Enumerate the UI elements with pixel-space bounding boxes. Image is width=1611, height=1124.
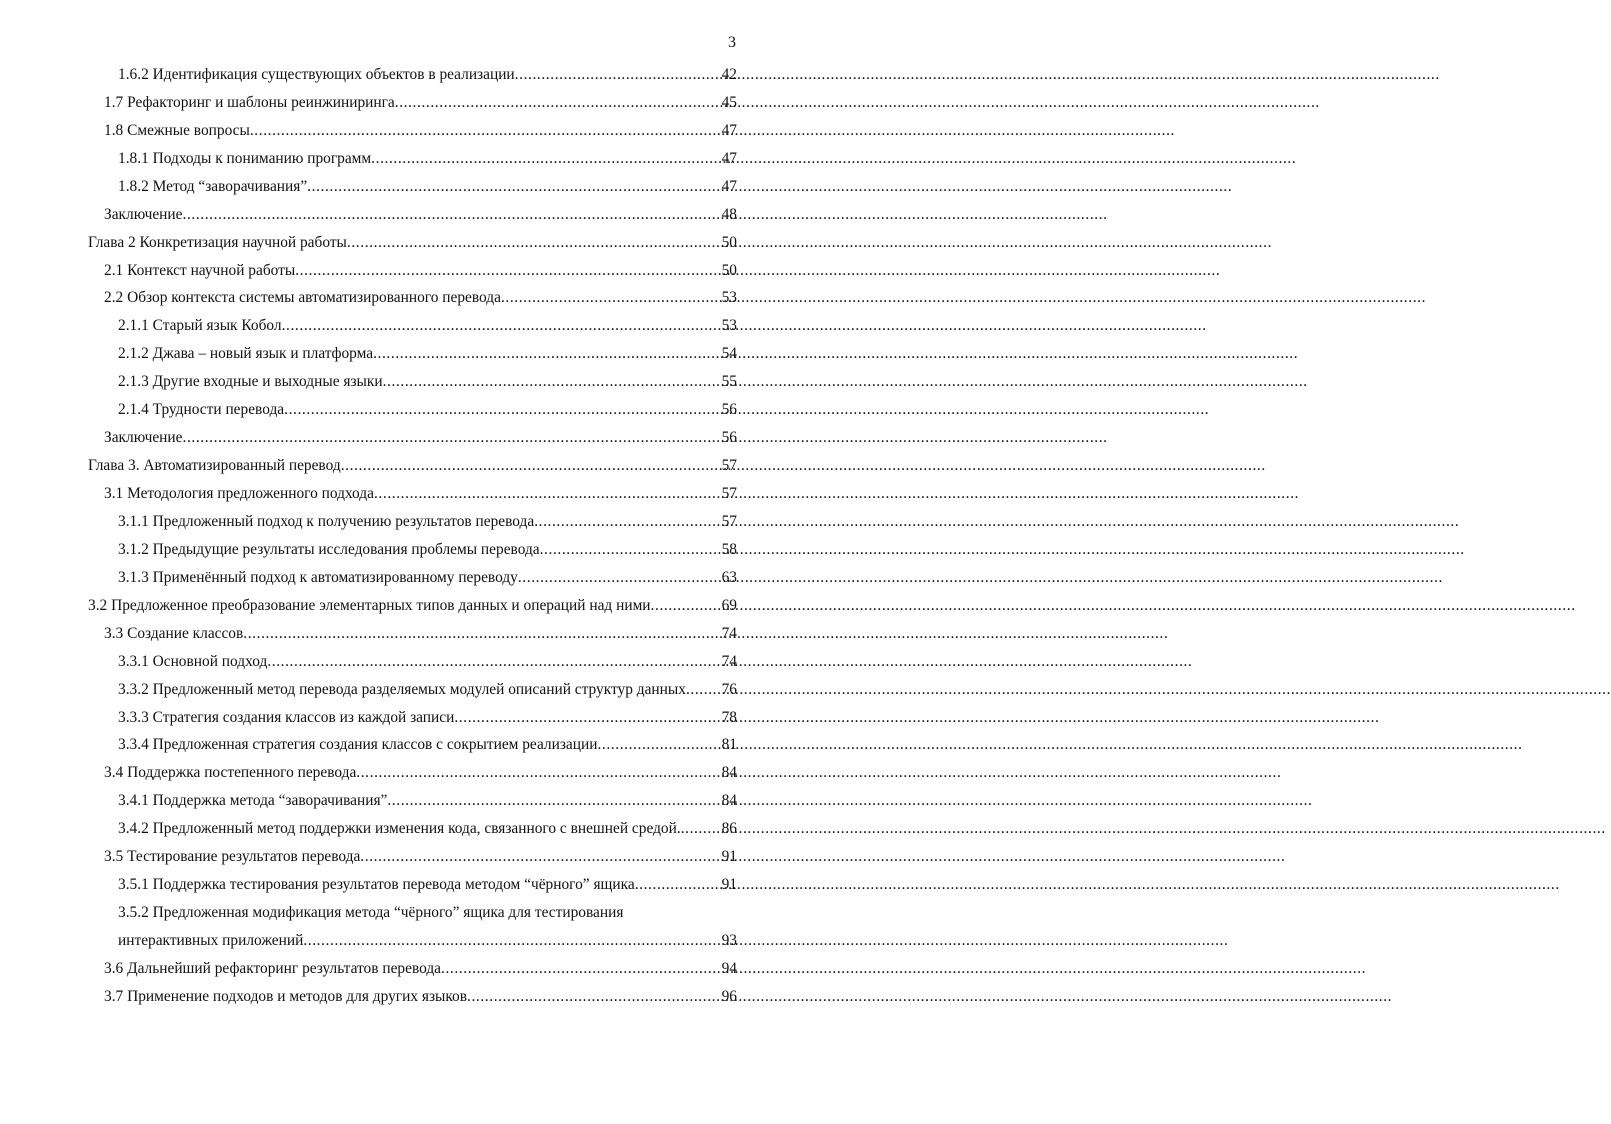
- toc-entry: [0, 676, 798, 704]
- toc-entry: [0, 871, 798, 899]
- toc-entry: [0, 927, 798, 955]
- toc-entry-title: 3.4.1 Поддержка метода “заворачивания”: [118, 792, 388, 810]
- dot-leader: [501, 289, 722, 307]
- toc-entry-title: 3.5.2 Предложенная модификация метода “чёрного” ящика для тестирования: [118, 904, 624, 922]
- dot-leader: [454, 709, 721, 727]
- toc-entry-page: 74: [721, 624, 737, 642]
- toc-entry-title: интерактивных приложений: [118, 932, 304, 950]
- dot-leader: [341, 457, 722, 475]
- toc-entry-page: 42: [721, 65, 737, 83]
- dot-leader: [387, 792, 721, 810]
- toc-entry: [0, 480, 798, 508]
- toc-entry-page: 53: [721, 289, 737, 307]
- toc-entry-title: 3.1.3 Применённый подход к автоматизированному переводу: [118, 568, 518, 586]
- toc-entry: [0, 899, 798, 927]
- toc-entry-title: 2.1.3 Другие входные и выходные языки: [118, 373, 383, 391]
- toc-entry-page: 56: [721, 429, 737, 447]
- dot-leader: [347, 234, 722, 252]
- dot-leader: [284, 401, 721, 419]
- toc-entry: [0, 536, 798, 564]
- dot-leader: [371, 150, 721, 168]
- dot-leader: [356, 764, 721, 782]
- dot-leader: [534, 513, 721, 531]
- dot-leader: [383, 373, 722, 391]
- toc-entry: [0, 704, 798, 732]
- toc-entry-title: 2.2 Обзор контекста системы автоматизированного перевода: [104, 289, 501, 307]
- dot-leader: [540, 541, 722, 559]
- toc-entry: [0, 564, 798, 592]
- toc-entry-page: 55: [721, 373, 737, 391]
- dot-leader: [243, 625, 721, 643]
- dot-leader: [183, 429, 722, 447]
- toc-entry-title: 3.1.2 Предыдущие результаты исследования проблемы перевода: [118, 540, 540, 558]
- toc-entry: [0, 759, 798, 787]
- toc-entry-title: 3.2 Предложенное преобразование элементарных типов данных и операций над ними: [88, 596, 651, 614]
- toc-entry-title: Глава 3. Автоматизированный перевод: [88, 457, 341, 475]
- toc-entry-title: Глава 2 Конкретизация научной работы: [88, 233, 347, 251]
- toc-entry-page: 54: [721, 345, 737, 363]
- toc-entry-title: 3.5 Тестирование результатов перевода: [104, 848, 361, 866]
- toc-entry-title: Заключение: [104, 205, 183, 223]
- toc-entry-page: 53: [721, 317, 737, 335]
- toc-entry-title: 2.1.4 Трудности перевода: [118, 401, 285, 419]
- toc-entry: [0, 117, 798, 145]
- toc-entry-page: 56: [721, 401, 737, 419]
- dot-leader: [373, 345, 722, 363]
- toc-entry-page: 93: [721, 932, 737, 950]
- toc-entry-title: 3.3 Создание классов: [104, 624, 244, 642]
- toc-entry: [0, 229, 798, 257]
- dot-leader: [374, 485, 722, 503]
- toc-entry: [0, 396, 798, 424]
- dot-leader: [651, 597, 722, 615]
- toc-entry: [0, 424, 798, 452]
- toc-entry-title: 3.5.1 Поддержка тестирования результатов перевода методом “чёрного” ящика: [118, 876, 635, 894]
- dot-leader: [360, 848, 721, 866]
- dot-leader: [597, 736, 721, 754]
- toc-entry-title: 3.1 Методология предложенного подхода: [104, 485, 374, 503]
- toc-entry: [0, 452, 798, 480]
- toc-entry: [0, 508, 798, 536]
- toc-entry-page: 47: [721, 149, 737, 167]
- toc-entry-title: 2.1.1 Старый язык Кобол: [118, 317, 282, 335]
- toc-entry-page: 58: [721, 540, 737, 558]
- toc-entry-title: 3.1.1 Предложенный подход к получению результатов перевода: [118, 512, 535, 530]
- toc-entry-title: 1.7 Рефакторинг и шаблоны реинжиниринга: [104, 93, 395, 111]
- toc-entry: [0, 312, 798, 340]
- toc-entry: [0, 592, 798, 620]
- toc-entry-title: Заключение: [104, 429, 183, 447]
- toc-entry: [0, 145, 798, 173]
- toc-entry-page: 96: [721, 987, 737, 1005]
- dot-leader: [686, 681, 722, 699]
- dot-leader: [250, 122, 722, 140]
- toc-entry-title: 3.3.1 Основной подход: [118, 652, 268, 670]
- page-number: 3: [728, 34, 736, 51]
- toc-entry-page: 94: [721, 959, 737, 977]
- toc-entry-page: 74: [721, 652, 737, 670]
- dot-leader: [515, 66, 722, 84]
- toc-entry-page: 57: [721, 457, 737, 475]
- toc-entry-page: 63: [721, 568, 737, 586]
- toc-entry-title: 1.6.2 Идентификация существующих объектов в реализации: [118, 65, 515, 83]
- toc-entry: [0, 257, 798, 285]
- toc-entry-page: 84: [721, 792, 737, 810]
- toc-entry-title: 1.8.1 Подходы к пониманию программ: [118, 149, 372, 167]
- dot-leader: [183, 206, 722, 224]
- toc-entry: [0, 368, 798, 396]
- dot-leader: [395, 94, 722, 112]
- toc-entry-page: 47: [721, 177, 737, 195]
- toc-entry-page: 50: [721, 261, 737, 279]
- toc-entry-page: 57: [721, 512, 737, 530]
- toc-entry: [0, 648, 798, 676]
- dot-leader: [307, 178, 721, 196]
- toc-entry-title: 3.4 Поддержка постепенного перевода: [104, 764, 357, 782]
- toc-entry-title: 3.3.2 Предложенный метод перевода разделяемых модулей описаний структур данных: [118, 680, 686, 698]
- toc-entry: [0, 787, 798, 815]
- toc-entry-page: 50: [721, 233, 737, 251]
- dot-leader: [518, 569, 722, 587]
- table-of-contents: [0, 61, 798, 1011]
- toc-entry-title: 1.8 Смежные вопросы: [104, 121, 250, 139]
- toc-entry-page: 78: [721, 708, 737, 726]
- dot-leader: [303, 932, 721, 950]
- dot-leader: [441, 960, 722, 978]
- toc-entry: [0, 61, 798, 89]
- toc-entry: [0, 983, 798, 1011]
- toc-entry-title: 3.4.2 Предложенный метод поддержки изменения кода, связанного с внешней средой.: [118, 820, 681, 838]
- toc-entry-title: 3.3.4 Предложенная стратегия создания классов с сокрытием реализации: [118, 736, 598, 754]
- toc-entry-title: 2.1 Контекст научной работы: [104, 261, 296, 279]
- toc-entry: [0, 620, 798, 648]
- toc-entry-title: 1.8.2 Метод “заворачивания”: [118, 177, 308, 195]
- toc-entry-page: 69: [721, 596, 737, 614]
- toc-entry: [0, 955, 798, 983]
- toc-entry: [0, 340, 798, 368]
- toc-entry-page: 57: [721, 485, 737, 503]
- dot-leader: [635, 876, 722, 894]
- toc-entry: [0, 285, 798, 313]
- toc-entry-title: 2.1.2 Джава – новый язык и платформа: [118, 345, 374, 363]
- toc-entry-page: 81: [721, 736, 737, 754]
- toc-entry-page: 45: [721, 93, 737, 111]
- toc-entry: [0, 201, 798, 229]
- toc-entry-page: 48: [721, 205, 737, 223]
- dot-leader: [681, 820, 722, 838]
- toc-entry-page: 47: [721, 121, 737, 139]
- toc-entry-page: 84: [721, 764, 737, 782]
- dot-leader: [267, 653, 721, 671]
- dot-leader: [295, 262, 721, 280]
- toc-entry-page: 91: [721, 876, 737, 894]
- toc-entry-page: 91: [721, 848, 737, 866]
- dot-leader: [467, 988, 722, 1006]
- toc-entry-page: 76: [721, 680, 737, 698]
- toc-entry: [0, 173, 798, 201]
- toc-entry-page: 86: [721, 820, 737, 838]
- toc-entry: [0, 89, 798, 117]
- toc-entry-title: 3.7 Применение подходов и методов для других языков: [104, 987, 468, 1005]
- dot-leader: [282, 317, 722, 335]
- toc-entry: [0, 843, 798, 871]
- toc-entry-title: 3.6 Дальнейший рефакторинг результатов перевода: [104, 959, 442, 977]
- toc-entry-title: 3.3.3 Стратегия создания классов из каждой записи: [118, 708, 455, 726]
- toc-entry: [0, 732, 798, 760]
- toc-entry: [0, 815, 798, 843]
